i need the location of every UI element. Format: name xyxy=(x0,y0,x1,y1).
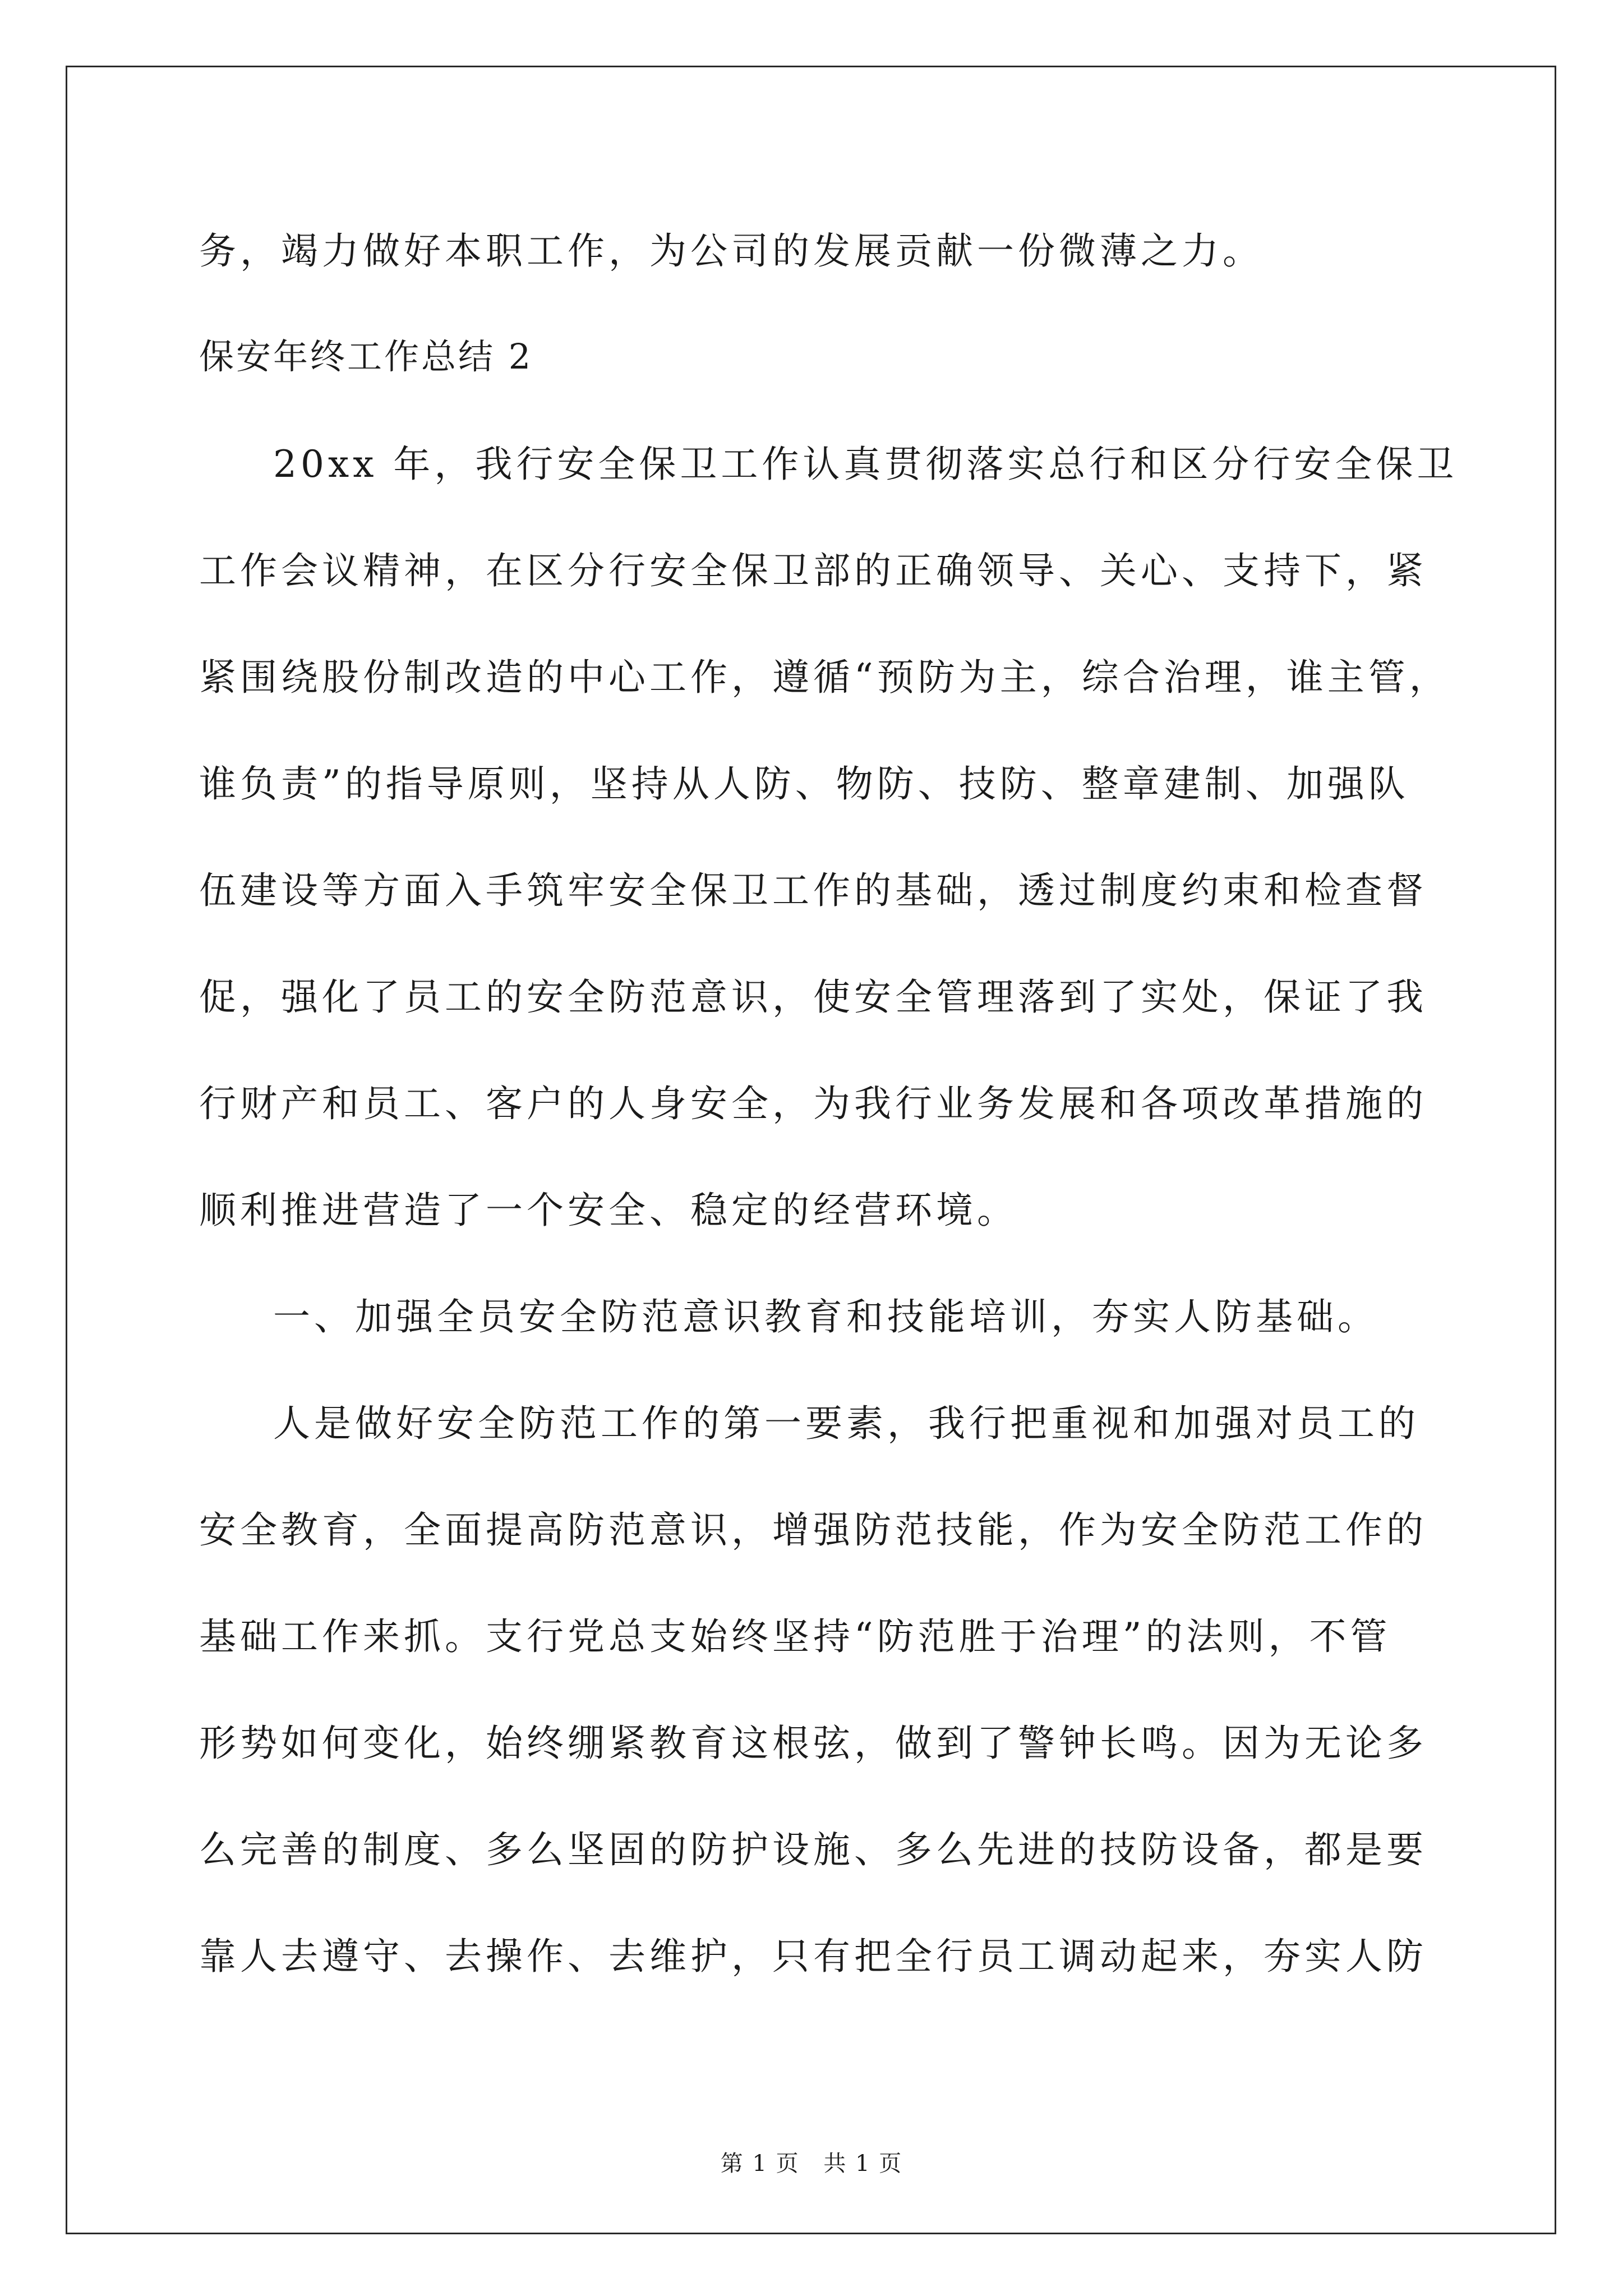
paragraph-line: 紧围绕股份制改造的中心工作，遵循“预防为主，综合治理，谁主管， xyxy=(199,656,1450,699)
subheading-line: 一、加强全员安全防范意识教育和技能培训，夯实人防基础。 xyxy=(273,1295,1378,1338)
page-footer xyxy=(0,2146,1623,2178)
page-border xyxy=(66,66,1556,2234)
paragraph-line: 形势如何变化，始终绷紧教育这根弦，做到了警钟长鸣。因为无论多 xyxy=(199,1722,1427,1765)
paragraph-line: 人是做好安全防范工作的第一要素，我行把重视和加强对员工的 xyxy=(273,1402,1419,1445)
paragraph-line: 顺利推进营造了一个安全、稳定的经营环境。 xyxy=(199,1189,1018,1232)
paragraph-line: 行财产和员工、客户的人身安全，为我行业务发展和各项改革措施的 xyxy=(199,1082,1427,1125)
paragraph-line: 么完善的制度、多么坚固的防护设施、多么先进的技防设备，都是要 xyxy=(199,1828,1427,1871)
paragraph-line: 20xx 年，我行安全保卫工作认真贯彻落实总行和区分行安全保卫 xyxy=(273,443,1458,486)
paragraph-line: 安全教育，全面提高防范意识，增强防范技能，作为安全防范工作的 xyxy=(199,1508,1427,1552)
text-line: 务，竭力做好本职工作，为公司的发展贡献一份微薄之力。 xyxy=(199,229,1264,273)
paragraph-line: 谁负责”的指导原则，坚持从人防、物防、技防、整章建制、加强队 xyxy=(199,762,1409,806)
paragraph-line: 促，强化了员工的安全防范意识，使安全管理落到了实处，保证了我 xyxy=(199,976,1427,1019)
paragraph-line: 伍建设等方面入手筑牢安全保卫工作的基础，透过制度约束和检查督 xyxy=(199,869,1427,912)
paragraph-line: 靠人去遵守、去操作、去维护，只有把全行员工调动起来，夯实人防 xyxy=(199,1935,1427,1978)
paragraph-line: 工作会议精神，在区分行安全保卫部的正确领导、关心、支持下，紧 xyxy=(199,549,1427,592)
page-count: 共 1 页 xyxy=(823,2151,903,2177)
page-number: 第 1 页 xyxy=(720,2151,800,2177)
section-heading: 保安年终工作总结 2 xyxy=(199,336,533,377)
paragraph-line: 基础工作来抓。支行党总支始终坚持“防范胜于治理”的法则，不管 xyxy=(199,1615,1391,1658)
